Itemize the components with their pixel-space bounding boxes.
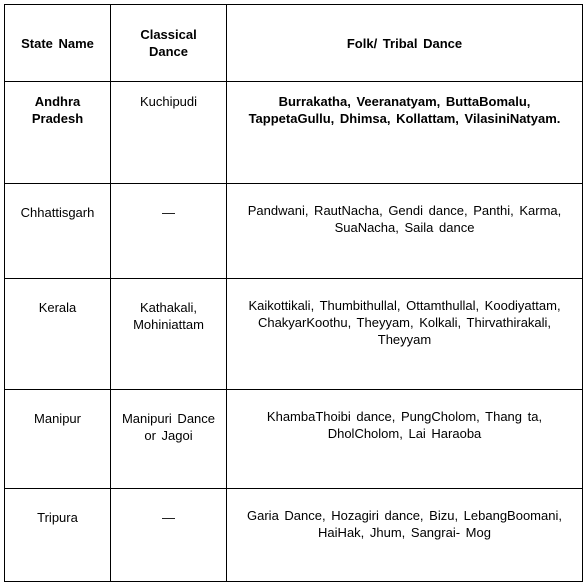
cell-state: Chhattisgarh	[5, 184, 111, 279]
cell-state: Manipur	[5, 390, 111, 489]
table-body	[5, 82, 583, 582]
header-state-name: State Name	[5, 5, 111, 82]
table-row	[5, 279, 583, 390]
cell-state: Tripura	[5, 489, 111, 582]
dance-table	[4, 4, 583, 582]
table-row	[5, 184, 583, 279]
cell-folk: Burrakatha, Veeranatyam, ButtaBomalu, TappetaGullu, Dhimsa, Kollattam, VilasiniNatyam.	[227, 82, 583, 184]
cell-state: Kerala	[5, 279, 111, 390]
table-row	[5, 390, 583, 489]
cell-classical: Kathakali, Mohiniattam	[111, 279, 227, 390]
cell-state: Andhra Pradesh	[5, 82, 111, 184]
cell-classical: Kuchipudi	[111, 82, 227, 184]
cell-folk: KhambaThoibi dance, PungCholom, Thang ta, DholCholom, Lai Haraoba	[227, 390, 583, 489]
cell-folk: Pandwani, RautNacha, Gendi dance, Panthi, Karma, SuaNacha, Saila dance	[227, 184, 583, 279]
header-row	[5, 5, 583, 82]
header-folk-tribal-dance: Folk/ Tribal Dance	[227, 5, 583, 82]
cell-classical: —	[111, 489, 227, 582]
header-classical-dance: Classical Dance	[111, 5, 227, 82]
table-header	[5, 5, 583, 82]
table-row	[5, 489, 583, 582]
cell-folk: Kaikottikali, Thumbithullal, Ottamthullal, Koodiyattam, ChakyarKoothu, Theyyam, Kolkali, Thirvathirakali, Theyyam	[227, 279, 583, 390]
cell-folk: Garia Dance, Hozagiri dance, Bizu, LebangBoomani, HaiHak, Jhum, Sangrai- Mog	[227, 489, 583, 582]
cell-classical: Manipuri Dance or Jagoi	[111, 390, 227, 489]
cell-classical: —	[111, 184, 227, 279]
table-row	[5, 82, 583, 184]
